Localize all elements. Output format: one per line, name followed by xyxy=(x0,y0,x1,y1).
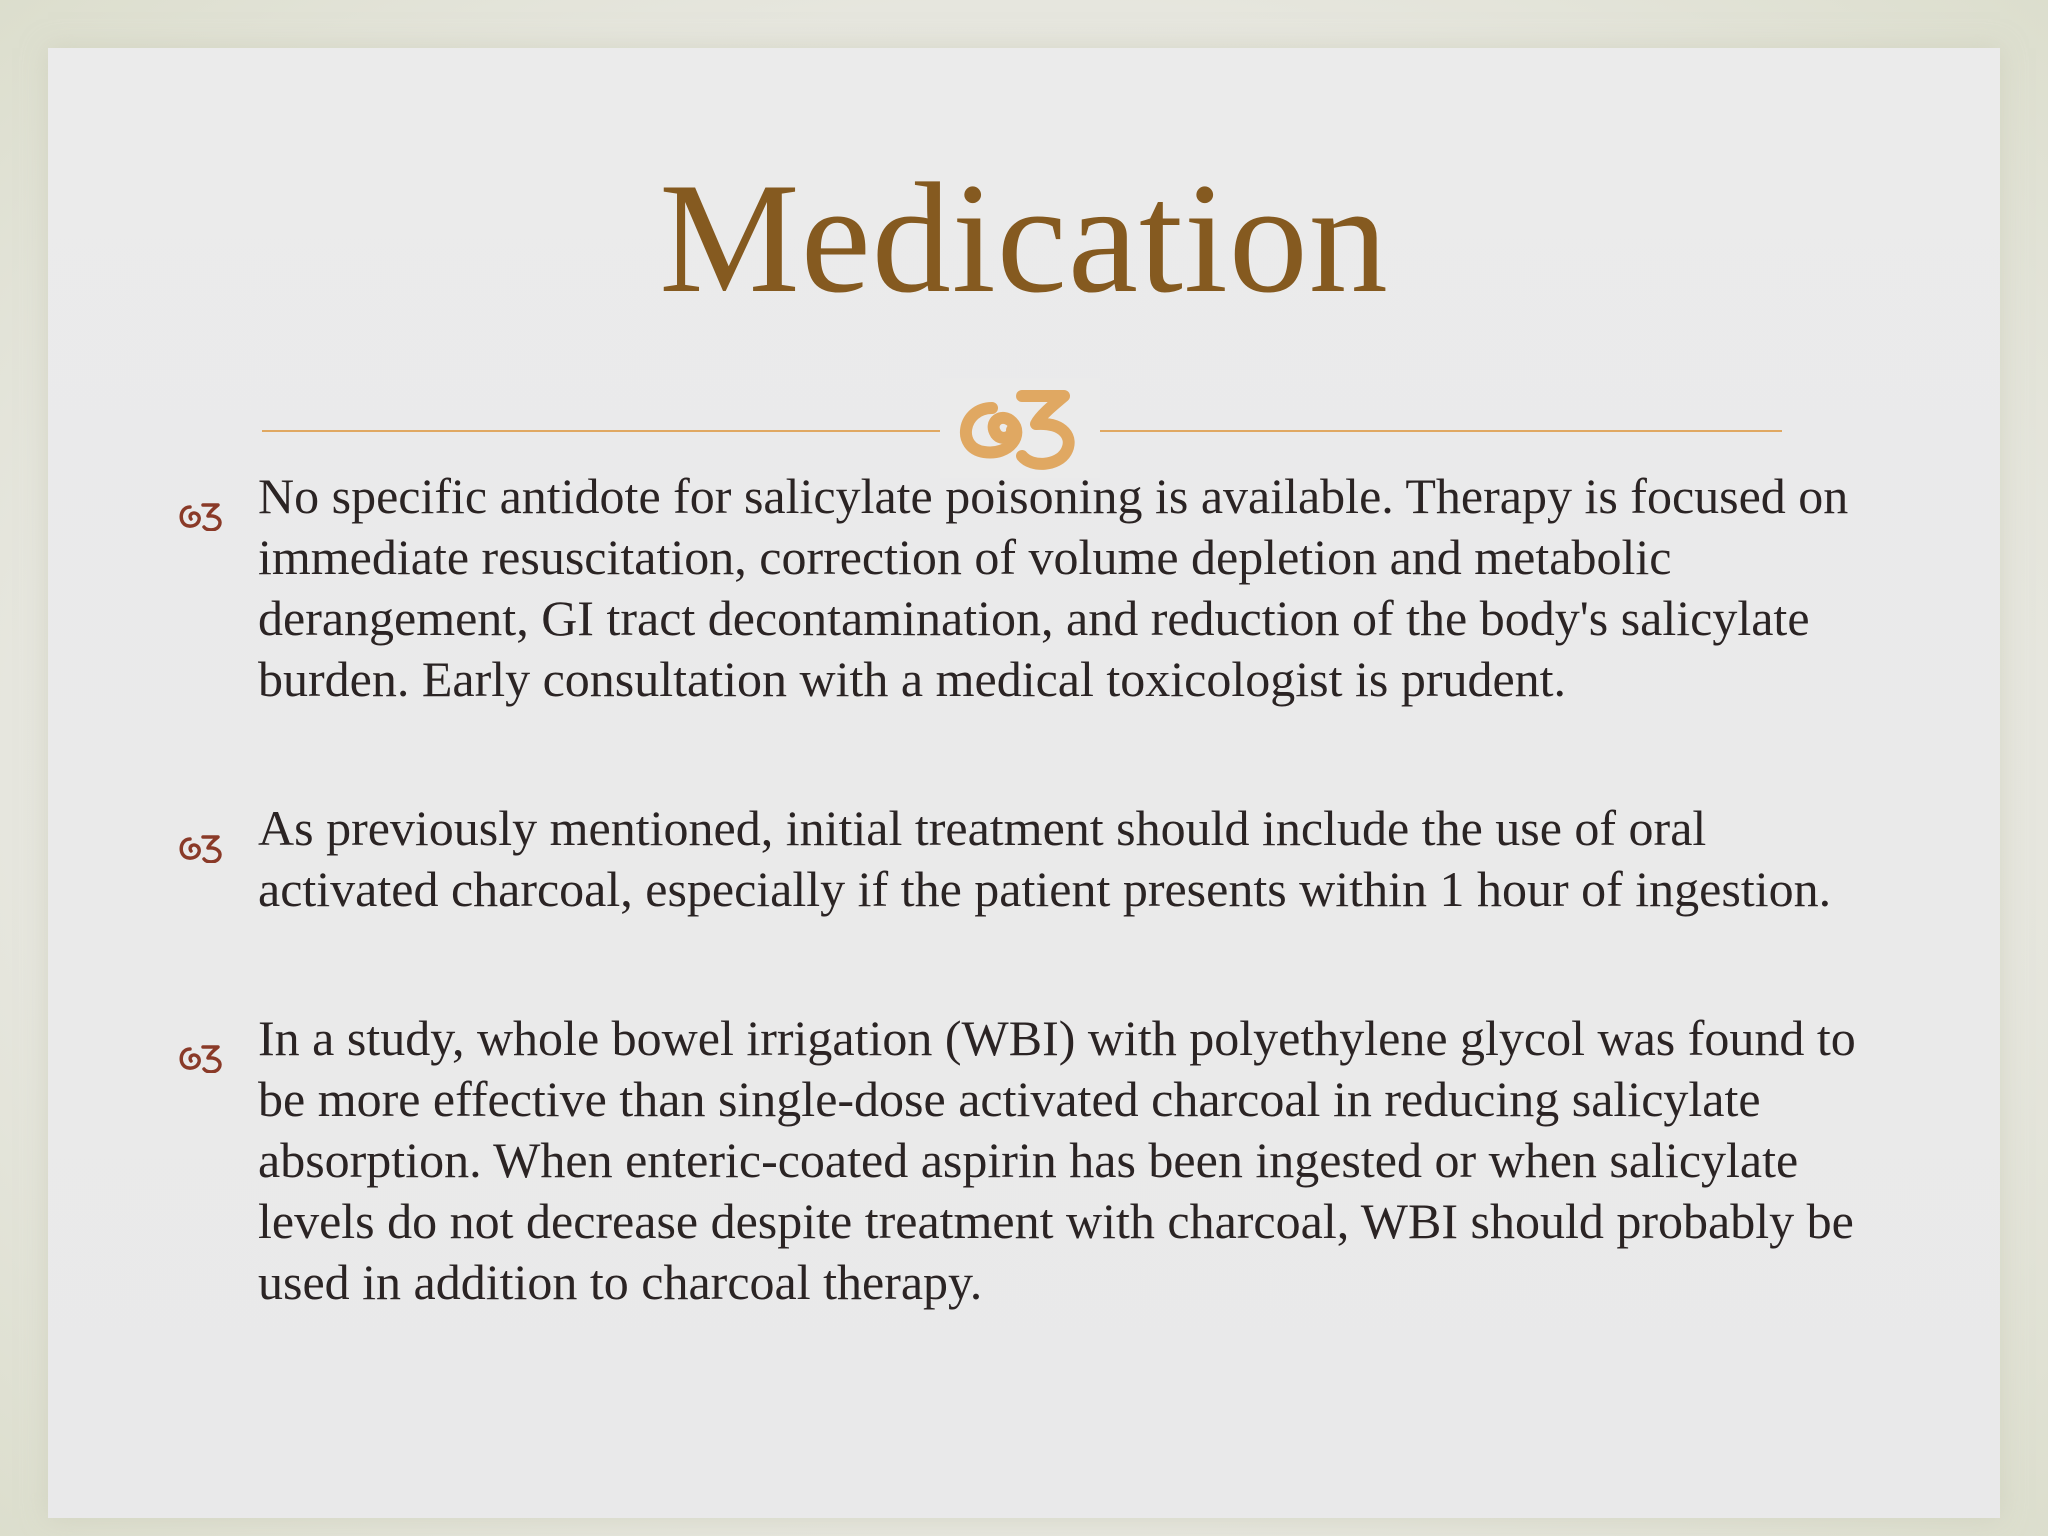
list-item xyxy=(176,798,1876,920)
bullet-text: No specific antidote for salicylate poisoning is available. Therapy is focused on immediate resuscitation, correction of volume depletion and metabolic derangement, GI tract decontamination, and reduction of the body's salicylate burden. Early consultation with a medical toxicologist is prudent. xyxy=(258,468,1849,707)
bullet-text: As previously mentioned, initial treatment should include the use of oral activated charcoal, especially if the patient presents within 1 hour of ingestion. xyxy=(258,800,1832,917)
swirl-flourish-icon xyxy=(940,378,1100,478)
swirl-bullet-icon xyxy=(176,484,228,514)
bullet-text: In a study, whole bowel irrigation (WBI) with polyethylene glycol was found to be more effective than single-dose activated charcoal in reducing salicylate absorption. When enteric-coated aspirin has been ingested or when salicylate levels do not decrease despite treatment with charcoal, WBI should probably be used in addition to charcoal therapy. xyxy=(258,1010,1856,1310)
list-item xyxy=(176,466,1876,710)
slide-title: Medication xyxy=(659,151,1389,326)
swirl-bullet-icon xyxy=(176,816,228,846)
bullet-list xyxy=(176,466,1876,1313)
swirl-bullet-icon xyxy=(176,1026,228,1056)
list-item xyxy=(176,1008,1876,1313)
